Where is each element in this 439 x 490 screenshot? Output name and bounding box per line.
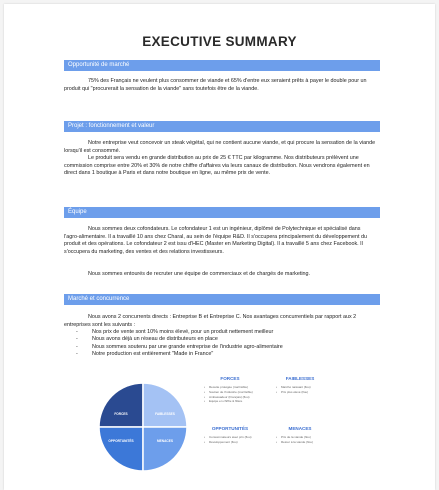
swot-label-faiblesses: FAIBLESSES [155, 412, 175, 416]
document-title: EXECUTIVE SUMMARY [142, 34, 297, 49]
swot-opportunites-title: OPPORTUNITÉS [211, 426, 249, 431]
swot-label-forces: FORCES [114, 412, 128, 416]
advantages-list [64, 329, 380, 358]
swot-faiblesses-list [276, 385, 334, 395]
list-item: • Prix de la viande (flou) [276, 435, 334, 439]
document-page [4, 4, 435, 490]
list-item: • Développement (flou) [204, 440, 262, 444]
swot-menaces-title: MENACES [288, 426, 312, 431]
swot-faiblesses-title: FAIBLESSES [285, 376, 315, 381]
swot-forces-list [204, 385, 262, 404]
section-heading-projet: Projet : fonctionnement et valeur [64, 121, 380, 132]
swot-quadrant-forces [99, 383, 143, 427]
section-heading-opportunite: Opportunité de marché [64, 60, 380, 71]
list-item: • Equipe en chiffre & filière [204, 399, 262, 403]
section-heading-equipe: Équipe [64, 207, 380, 218]
list-item: • Soutien de l'industrie (mal lisible) [204, 390, 262, 394]
list-item: - Nous sommes soutenu par une grande entreprise de l'industrie agro-alimentaire [76, 343, 283, 350]
list-item: • Prix plus élevé (flou) [276, 390, 334, 394]
list-item: • Ambassadeur (Français) (flou) [204, 395, 262, 399]
paragraph-marche: Nous avons 2 concurrents directs : Entreprise B et Entreprise C. Nos avantages concurrentiels par rapport aux 2 entreprises sont les suivants : [64, 314, 357, 328]
paragraph-equipe-2: Nous sommes entourés de recruter une équipe de commerciaux et de chargés de marketing. [88, 271, 311, 277]
swot-forces-title: FORCES [220, 376, 240, 381]
list-item: • Consommateurs avec prix (flou) [204, 435, 262, 439]
swot-opportunites-list [204, 435, 262, 445]
list-item: - Notre production est entièrement "Made in France" [76, 350, 214, 357]
list-item: • Retour à la viande (flou) [276, 440, 334, 444]
swot-quadrant-faiblesses [143, 383, 187, 427]
swot-quadrant-menaces [143, 427, 187, 471]
swot-label-opportunites: OPPORTUNITÉS [108, 439, 134, 443]
paragraph-projet-1: Notre entreprise veut concevoir un steak végétal, qui ne contient aucune viande, et qui procure la sensation de la viande lorsqu'il est consommé. [64, 140, 376, 154]
swot-menaces-list [276, 435, 334, 445]
swot-quadrant-opportunites [99, 427, 143, 471]
section-heading-marche: Marché et concurrence [64, 294, 380, 305]
list-item: - Nos prix de vente sont 10% moins élevé, pour un produit nettement meilleur [76, 329, 274, 335]
paragraph-opportunite: 75% des Français ne veulent plus consommer de viande et 65% d'entre eux seraient prêts à payer le double pour un produit qui "procurerait la sensation de la viande" sans toutefois être de la viande. [64, 78, 367, 92]
list-item: • Marché naissant (flou) [276, 385, 334, 389]
list-item: - Nous avons déjà un réseau de distributeurs en place [76, 336, 218, 343]
swot-label-menaces: MENACES [157, 439, 173, 443]
swot-diagram [97, 381, 189, 473]
paragraph-equipe-1: Nous sommes deux cofondateurs. Le cofondateur 1 est un ingénieur, diplômé de Polytechnique et spécialisé dans l'agro-alimentaire. Il a travaillé 10 ans chez Charal, au sein de l'équipe R&D. Il s'occupera principalement du développement du produit et des opérations. Le cofondateur 2 est issu d'HEC (Master en Marketing Digital). Il a travaillé 5 ans chez Facebook. Il s'occupera du marketing, des ventes et des relations investisseurs. [64, 226, 368, 255]
paragraph-projet-2: Le produit sera vendu en grande distribution au prix de 25 € TTC par kilogramme. Nos distributeurs prélèvent une commission comprise entre 20% et 30% de notre chiffre d'affaires via leurs canaux de distribution. Nous vendrons également en direct dans 1 boutique à Paris et dans notre boutique en ligne, au même prix de vente. [64, 155, 370, 177]
list-item: • Recette protégée (mal lisible) [204, 385, 262, 389]
